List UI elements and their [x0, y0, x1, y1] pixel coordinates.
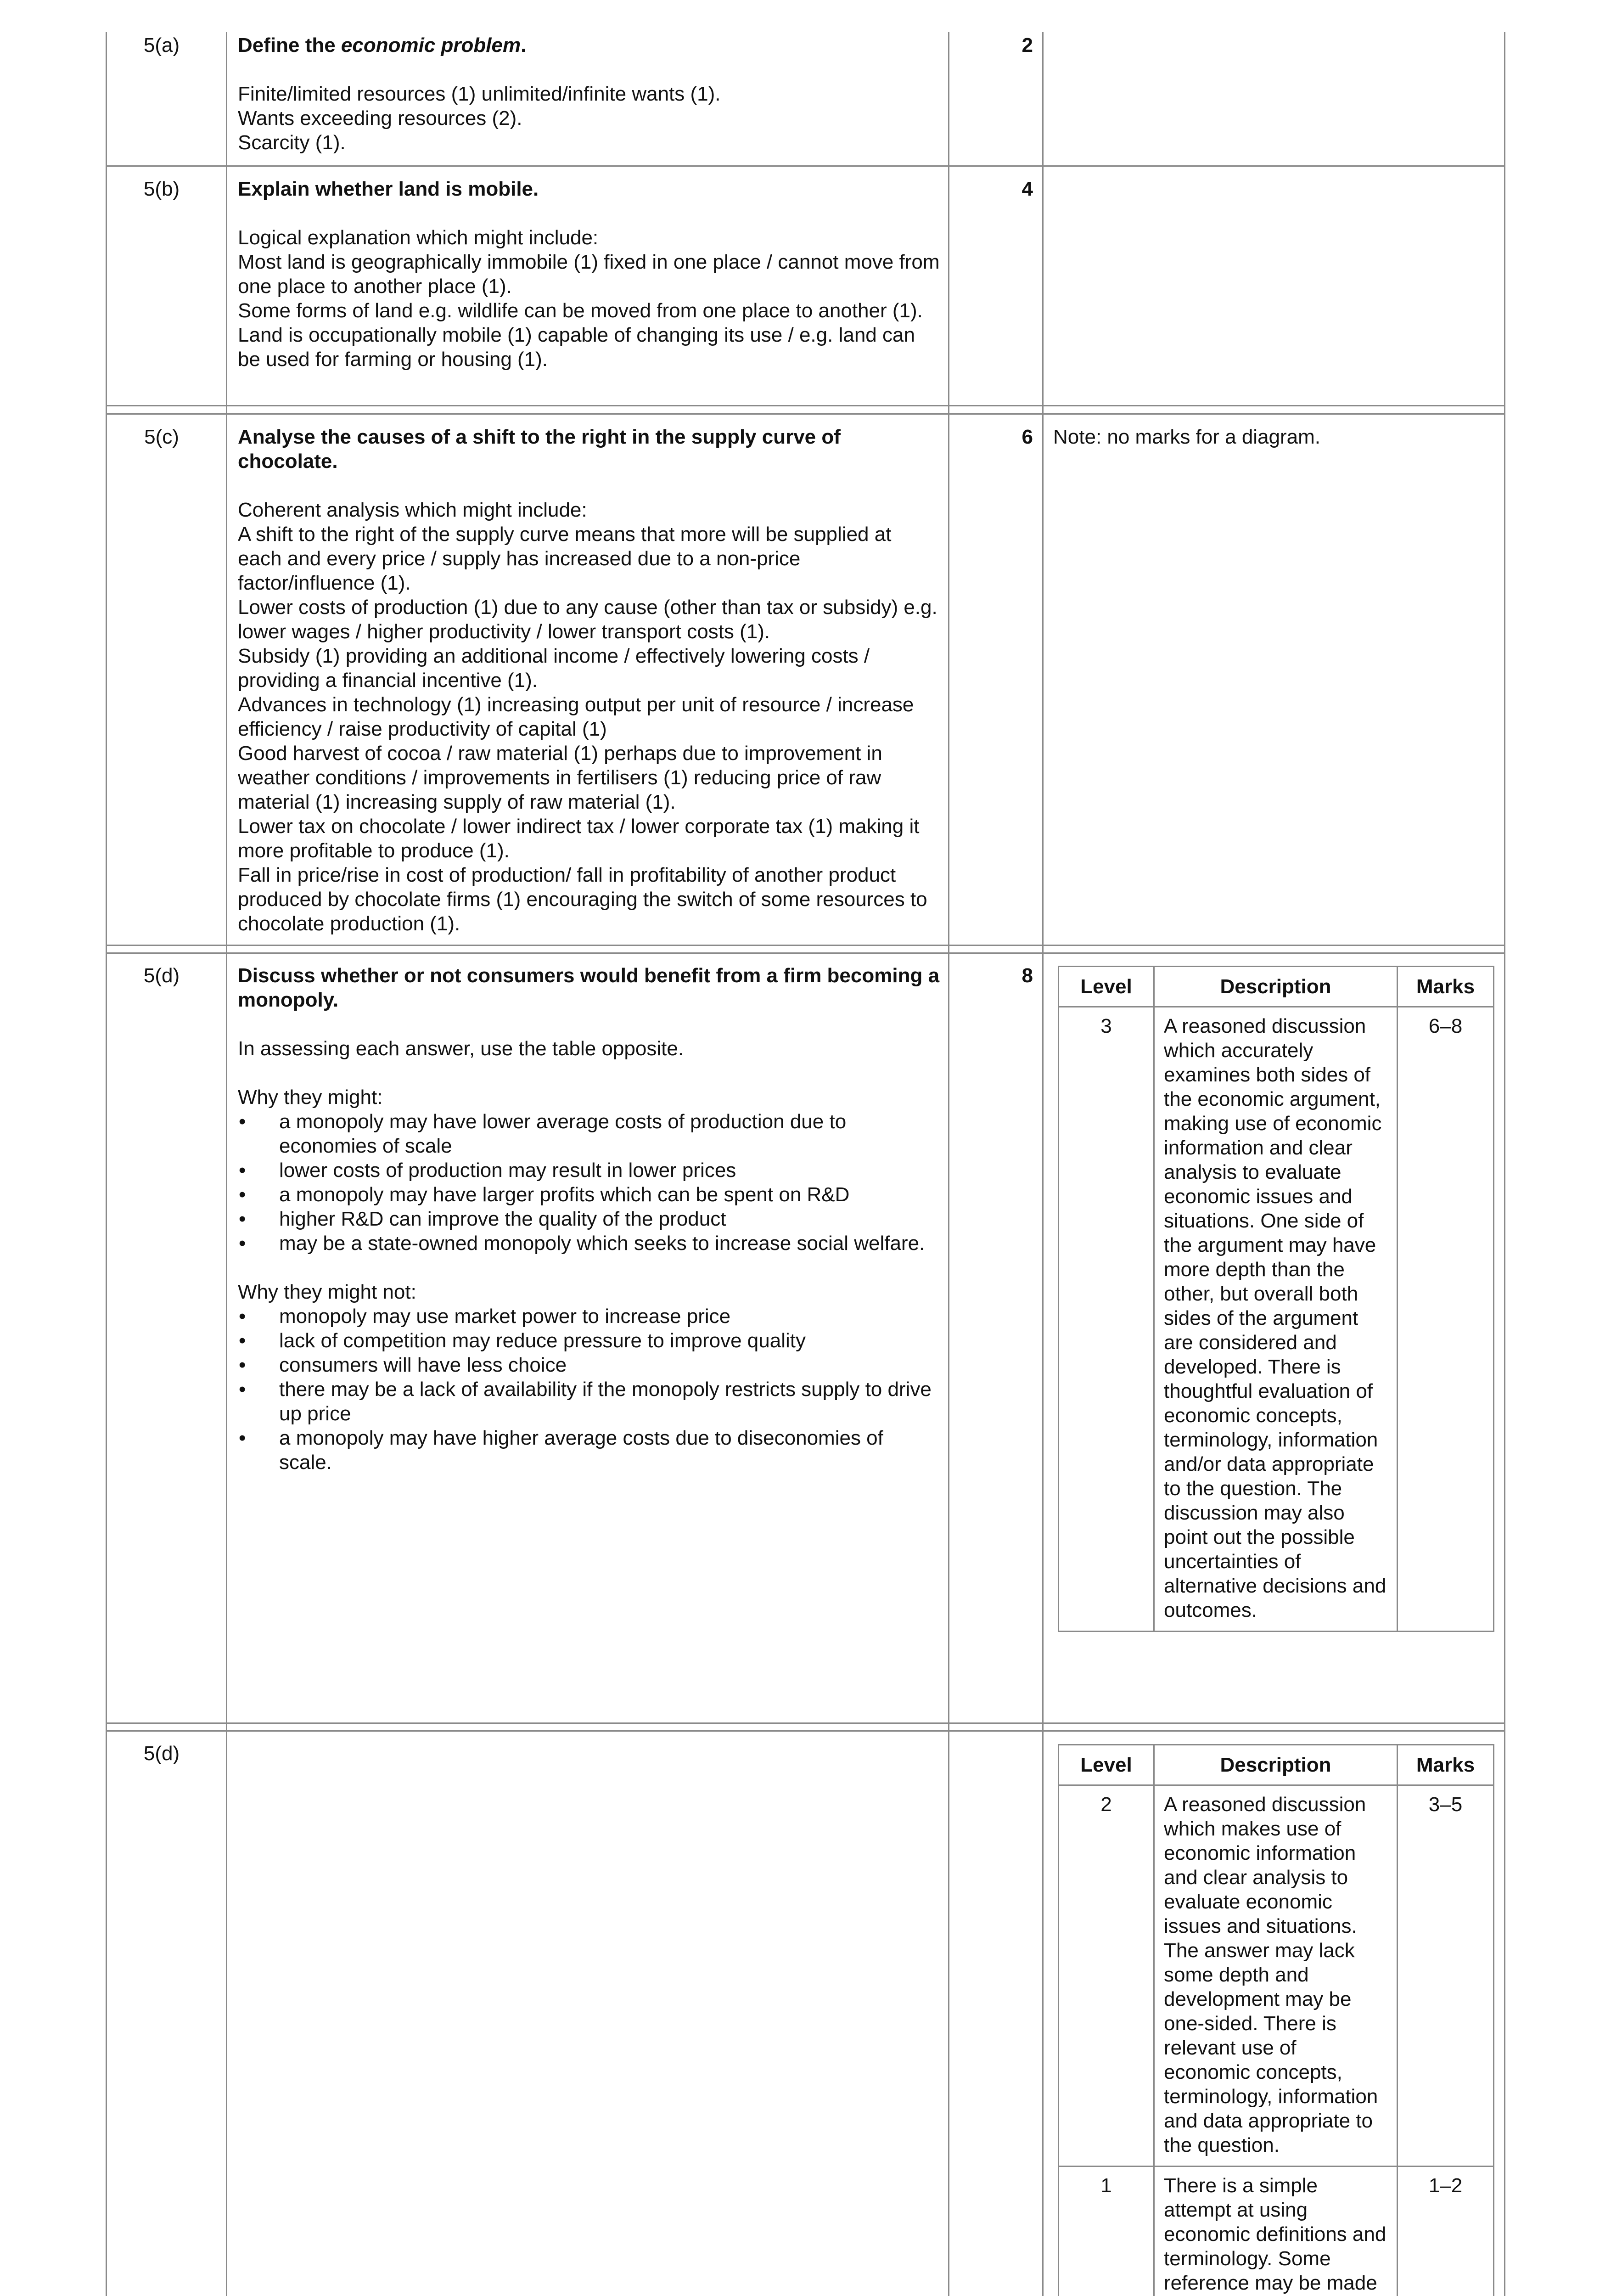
list-item: • monopoly may use market power to increase price	[239, 1305, 731, 1328]
list-item: • a monopoly may have larger profits which can be spent on R&D	[239, 1183, 850, 1206]
bullet: •	[239, 1427, 246, 1449]
question-heading: Explain whether land is mobile.	[238, 178, 539, 200]
answer-cell-5c	[238, 425, 940, 936]
question-number: 5(b)	[143, 178, 180, 200]
table-header-row	[1059, 967, 1494, 1007]
answer-line: Some forms of land e.g. wildlife can be moved from one place to another (1).	[238, 299, 923, 322]
header-description: Description	[1154, 967, 1398, 1007]
level-descriptor-table	[1058, 966, 1494, 1632]
answer-line: Lower tax on chocolate / lower indirect tax / lower corporate tax (1) making it more profitable to produce (1).	[238, 815, 920, 862]
bullet: •	[239, 1110, 246, 1133]
row-divider	[106, 413, 1505, 415]
question-heading: Define the economic problem.	[238, 34, 527, 56]
marks-value: 4	[1022, 178, 1033, 200]
table-border-left	[106, 32, 107, 2296]
header-level: Level	[1059, 967, 1154, 1007]
answer-intro: Coherent analysis which might include:	[238, 499, 587, 521]
level-value: 2	[1059, 1785, 1154, 2167]
list-item: • consumers will have less choice	[239, 1354, 567, 1376]
table-border-col1	[226, 32, 227, 2296]
bullet: •	[239, 1208, 246, 1230]
question-heading: Analyse the causes of a shift to the right in the supply curve of chocolate.	[238, 426, 841, 473]
list-item: • a monopoly may have lower average costs of production due to economies of scale	[239, 1110, 847, 1157]
header-description: Description	[1154, 1745, 1398, 1785]
question-heading: Discuss whether or not consumers would benefit from a firm becoming a monopoly.	[238, 964, 940, 1011]
header-level: Level	[1059, 1745, 1154, 1785]
question-number: 5(a)	[143, 34, 180, 56]
table-header-row	[1059, 1745, 1494, 1785]
answer-line: Good harvest of cocoa / raw material (1) perhaps due to improvement in weather conditions / improvements in fertilisers (1) reducing price of raw material (1) increasing supply of raw material (1).	[238, 742, 882, 813]
answer-line: Land is occupationally mobile (1) capable of changing its use / e.g. land can be used for farming or housing (1).	[238, 324, 915, 371]
header-marks: Marks	[1398, 967, 1494, 1007]
against-points-list	[238, 1304, 940, 1474]
bullet: •	[239, 1159, 246, 1182]
marks-value: 6	[1022, 426, 1033, 448]
row-divider	[106, 1722, 1505, 1724]
answer-line: Fall in price/rise in cost of production/ fall in profitability of another product produced by chocolate firms (1) encouraging the switch of some resources to chocolate production (1).	[238, 864, 927, 935]
bullet: •	[239, 1378, 246, 1401]
level-description: A reasoned discussion which accurately examines both sides of the economic argument, making use of economic information and clear analysis to evaluate economic issues and situations. One side of the argument may have more depth than the other, but overall both sides of the argument are considered and developed. There is thoughtful evaluation of economic concepts, terminology, information and/or data appropriate to the question. The discussion may also point out the possible uncertainties of alternative decisions and outcomes.	[1154, 1007, 1398, 1632]
row-divider	[106, 1730, 1505, 1732]
bullet: •	[239, 1329, 246, 1352]
guidance-note: Note: no marks for a diagram.	[1053, 426, 1321, 448]
table-row	[1059, 2167, 1494, 2296]
answer-intro: Logical explanation which might include:	[238, 226, 599, 249]
list-item: • a monopoly may have higher average costs due to diseconomies of scale.	[239, 1427, 883, 1474]
answer-line: Scarcity (1).	[238, 131, 346, 154]
level-description: A reasoned discussion which makes use of economic information and clear analysis to evaluate economic issues and situations. The answer may lack some depth and development may be one-sided. There is relevant use of economic concepts, terminology, information and data appropriate to the question.	[1154, 1785, 1398, 2167]
answer-line: Most land is geographically immobile (1) fixed in one place / cannot move from one place to another place (1).	[238, 251, 940, 298]
answer-cell-5b	[238, 177, 940, 371]
for-points-list	[238, 1109, 940, 1255]
level-marks: 1–2	[1398, 2167, 1494, 2296]
against-heading: Why they might not:	[238, 1281, 416, 1303]
answer-cell-5a	[238, 33, 940, 155]
table-border-right	[1504, 32, 1505, 2296]
level-marks: 3–5	[1398, 1785, 1494, 2167]
bullet: •	[239, 1354, 246, 1376]
answer-line: A shift to the right of the supply curve means that more will be supplied at each and every price / supply has increased due to a non-price factor/influence (1).	[238, 523, 892, 594]
question-number: 5(d)	[143, 1742, 180, 1765]
answer-line: Advances in technology (1) increasing output per unit of resource / increase efficiency / raise productivity of capital (1)	[238, 693, 914, 740]
answer-cell-5d	[238, 963, 940, 1474]
list-item: • higher R&D can improve the quality of the product	[239, 1208, 726, 1230]
level-description: There is a simple attempt at using economic definitions and terminology. Some reference may be made	[1154, 2167, 1398, 2296]
row-divider	[106, 405, 1505, 406]
table-border-col2	[948, 32, 949, 2296]
bullet: •	[239, 1305, 246, 1328]
answer-line: Finite/limited resources (1) unlimited/infinite wants (1).	[238, 83, 721, 105]
level-value: 1	[1059, 2167, 1154, 2296]
table-row	[1059, 1007, 1494, 1632]
row-divider	[106, 945, 1505, 946]
question-number: 5(d)	[143, 964, 180, 987]
for-heading: Why they might:	[238, 1086, 383, 1109]
list-item: • lower costs of production may result in lower prices	[239, 1159, 736, 1182]
level-descriptor-table	[1058, 1744, 1494, 2296]
answer-line: Subsidy (1) providing an additional income / effectively lowering costs / providing a financial incentive (1).	[238, 645, 870, 692]
table-row	[1059, 1785, 1494, 2167]
header-marks: Marks	[1398, 1745, 1494, 1785]
marks-value: 2	[1022, 34, 1033, 56]
answer-line: Wants exceeding resources (2).	[238, 107, 522, 129]
level-value: 3	[1059, 1007, 1154, 1632]
row-divider	[106, 952, 1505, 954]
list-item: • there may be a lack of availability if the monopoly restricts supply to drive up price	[239, 1378, 932, 1425]
answer-intro: In assessing each answer, use the table opposite.	[238, 1037, 684, 1060]
list-item: • lack of competition may reduce pressure to improve quality	[239, 1329, 806, 1352]
bullet: •	[239, 1183, 246, 1206]
answer-line: Lower costs of production (1) due to any cause (other than tax or subsidy) e.g. lower wages / higher productivity / lower transport costs (1).	[238, 596, 937, 643]
row-divider	[106, 165, 1505, 167]
bullet: •	[239, 1232, 246, 1255]
table-border-col3	[1042, 32, 1044, 2296]
question-number: 5(c)	[144, 426, 179, 448]
list-item: • may be a state-owned monopoly which seeks to increase social welfare.	[239, 1232, 925, 1255]
marks-value: 8	[1022, 964, 1033, 987]
level-marks: 6–8	[1398, 1007, 1494, 1632]
